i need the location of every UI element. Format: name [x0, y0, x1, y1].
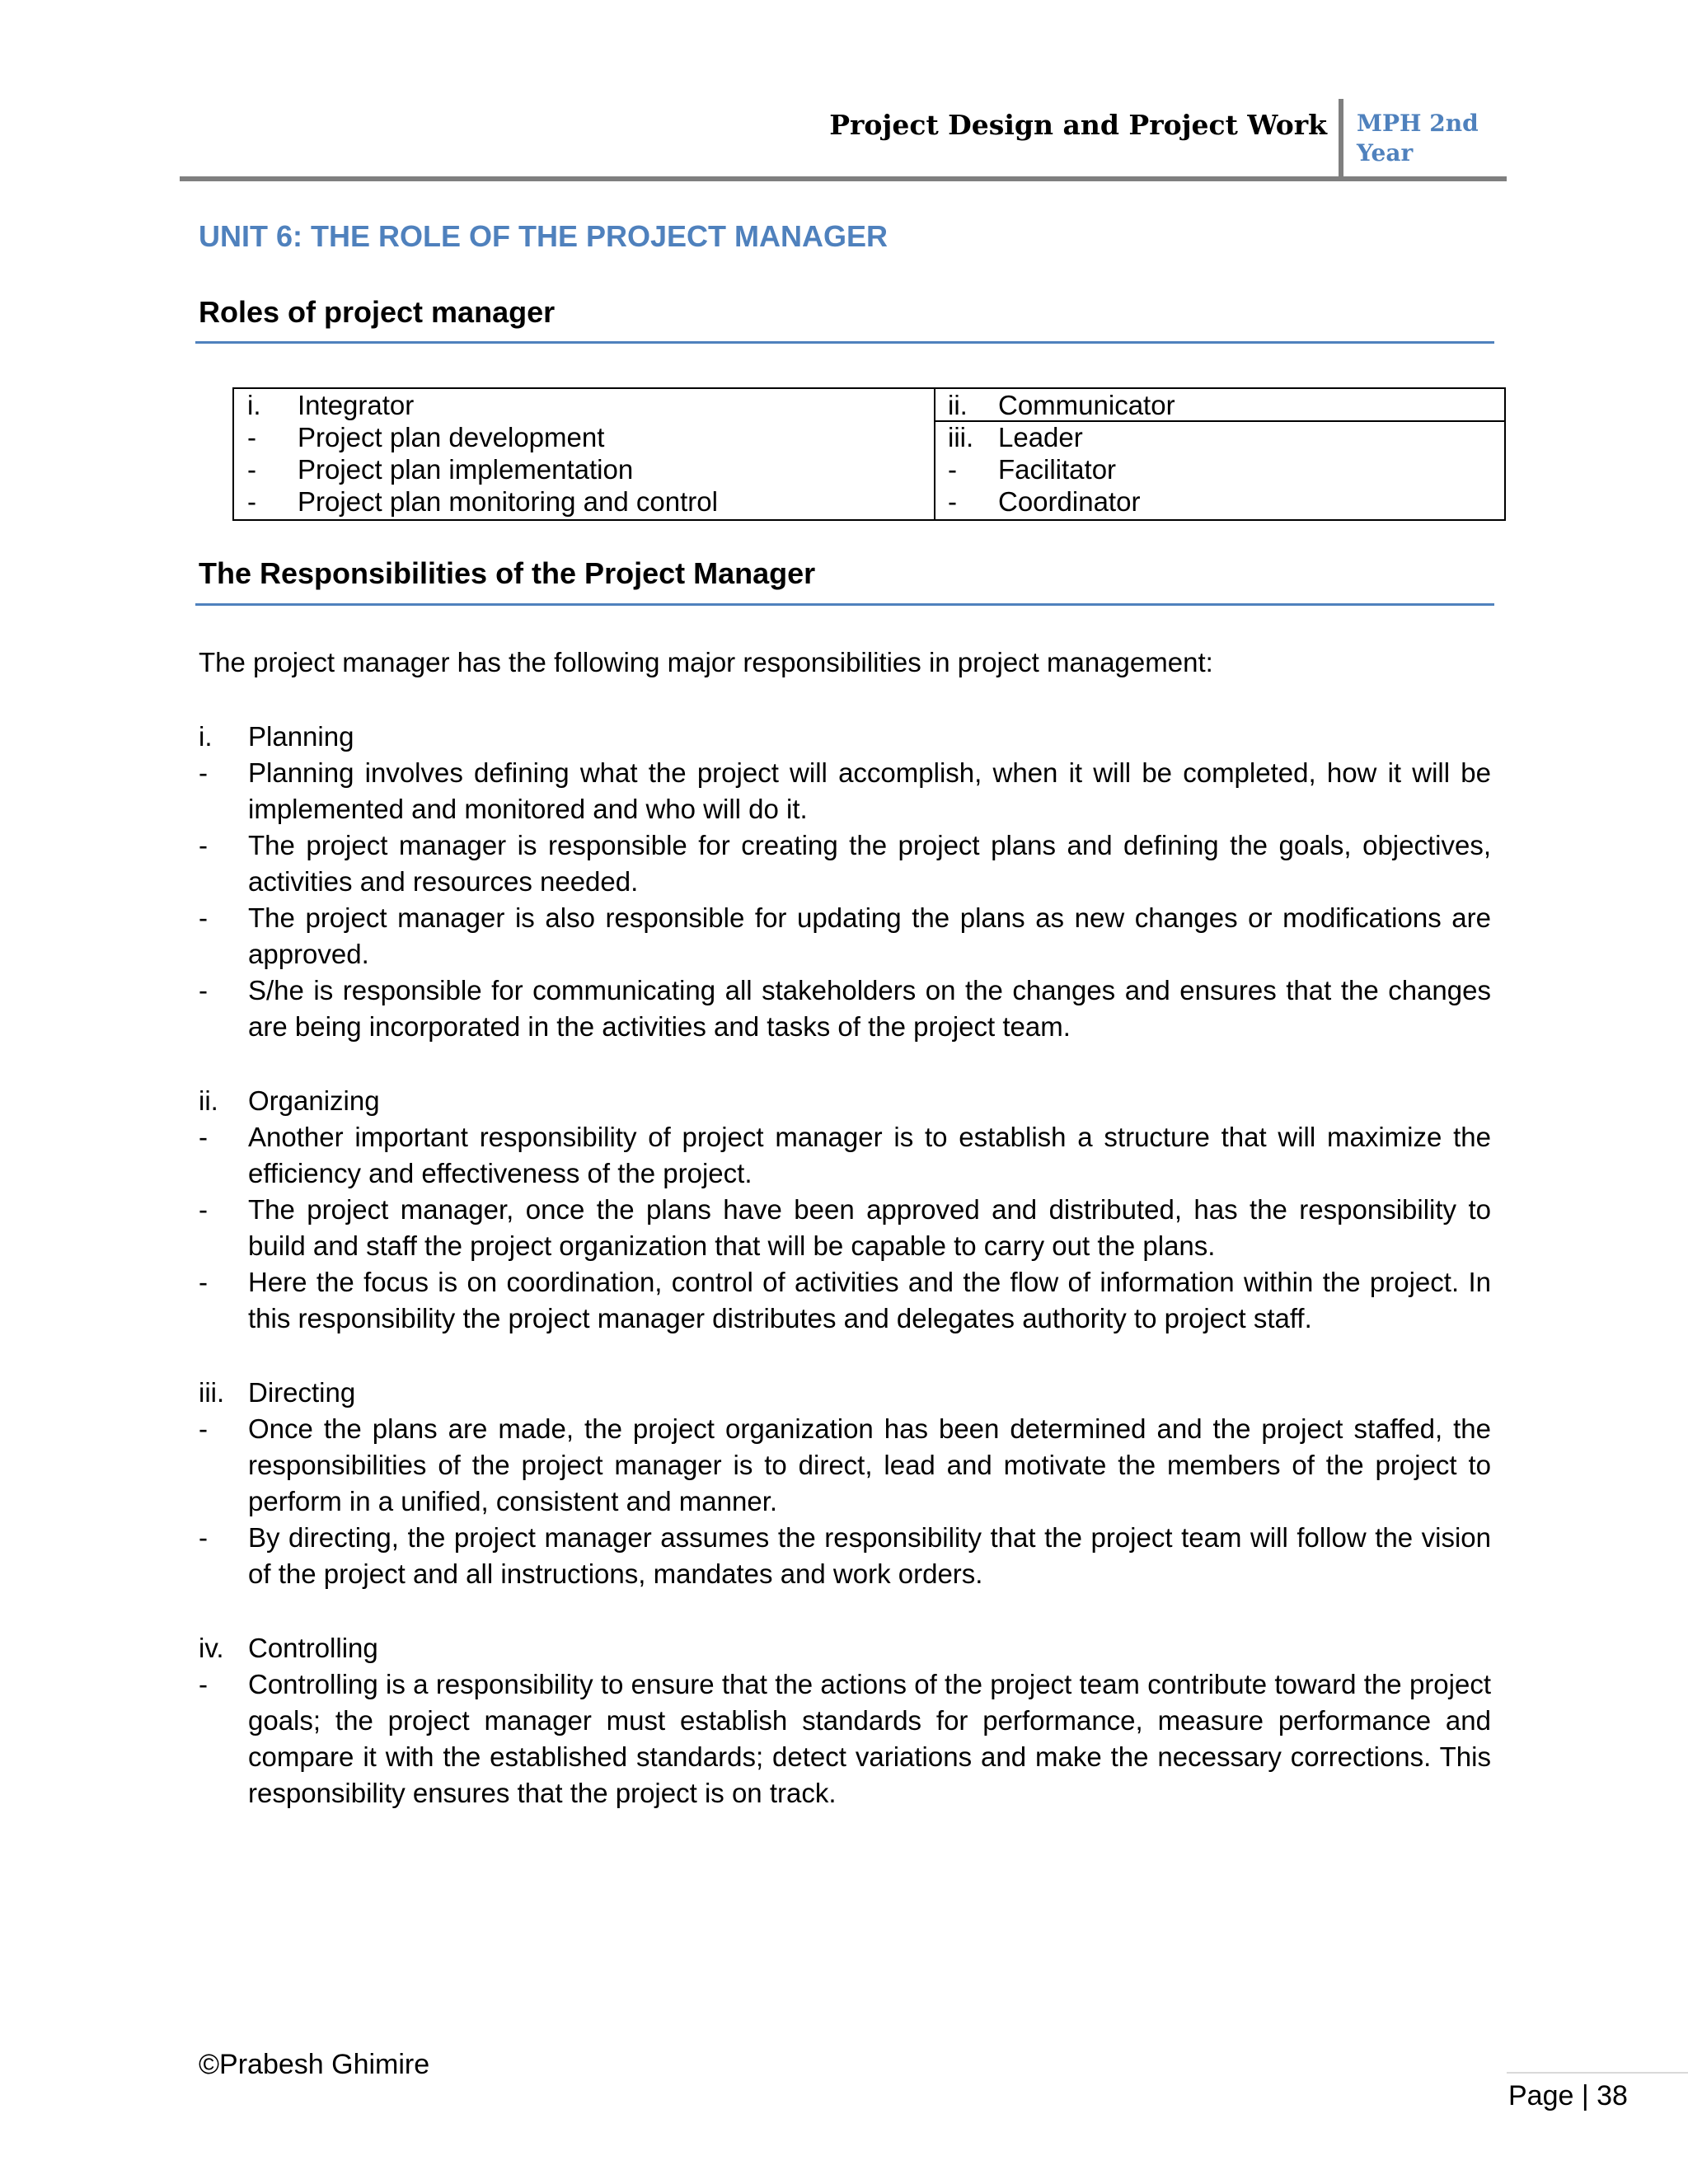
section-heading-organizing — [199, 1083, 1491, 1119]
bullet-text: Here the focus is on coordination, control of activities and the flow of information within the project. In this responsibility the project manager distributes and delegates authority to project staff. — [248, 1267, 1491, 1333]
section-heading-planning — [199, 719, 1491, 755]
footer-rule — [1507, 2072, 1688, 2074]
section-heading-controlling — [199, 1630, 1491, 1666]
bullet-text: The project manager is also responsible for updating the plans as new changes or modifications are approved. — [248, 902, 1491, 969]
header-title: Project Design and Project Work — [829, 109, 1327, 141]
bullet-marker: - — [199, 757, 208, 788]
header-rule — [180, 176, 1507, 181]
bullet-item — [199, 900, 1491, 972]
section-marker: iii. — [199, 1377, 225, 1408]
roles-right-text: Facilitator — [998, 454, 1117, 485]
bullet-marker: - — [199, 975, 208, 1005]
bullet-item — [199, 1411, 1491, 1520]
roles-left-text: Integrator — [298, 390, 415, 420]
bullet-text: S/he is responsible for communicating all stakeholders on the changes and ensures that the changes are being incorporated in the activities and tasks of the project team. — [248, 975, 1491, 1042]
roles-left-marker: i. — [247, 390, 261, 420]
roles-right-marker: iii. — [948, 422, 974, 452]
roles-table — [232, 387, 1506, 521]
responsibilities-heading: The Responsibilities of the Project Manager — [199, 556, 816, 590]
page-number: Page | 38 — [1508, 2080, 1628, 2111]
bullet-marker: - — [199, 902, 208, 933]
bullet-text: Another important responsibility of project manager is to establish a structure that will maximize the efficiency and effectiveness of the project. — [248, 1122, 1491, 1188]
bullet-marker: - — [199, 1122, 208, 1152]
section-title: Directing — [248, 1377, 356, 1408]
section-title: Organizing — [248, 1085, 380, 1116]
bullet-item — [199, 1119, 1491, 1192]
roles-right-marker: - — [948, 454, 957, 485]
roles-left-text: Project plan monitoring and control — [298, 486, 718, 517]
roles-left-text: Project plan implementation — [298, 454, 634, 485]
roles-right-marker: - — [948, 486, 957, 517]
bullet-text: By directing, the project manager assumes the responsibility that the project team will follow the vision of the project and all instructions, mandates and work orders. — [248, 1522, 1491, 1589]
bullet-item — [199, 1192, 1491, 1264]
roles-left-marker: - — [247, 486, 256, 517]
bullet-marker: - — [199, 1669, 208, 1699]
responsibilities-intro: The project manager has the following major responsibilities in project management: — [199, 647, 1213, 677]
bullet-text: Once the plans are made, the project organization has been determined and the project staffed, the responsibilities of the project manager is to direct, lead and motivate the members of the project to perform in a unified, consistent and manner. — [248, 1413, 1491, 1516]
bullet-item — [199, 755, 1491, 827]
bullet-marker: - — [199, 830, 208, 860]
header-divider — [1339, 99, 1343, 181]
section-marker: i. — [199, 721, 213, 752]
bullet-text: Controlling is a responsibility to ensure that the actions of the project team contribute toward the project goals; the project manager must establish standards for performance, measure performance and compare it with the established standards; detect variations and make the necessary corrections. This responsibility ensures that the project is on track. — [248, 1669, 1491, 1808]
bullet-text: The project manager is responsible for creating the project plans and defining the goals, objectives, activities and resources needed. — [248, 830, 1491, 897]
bullet-item — [199, 1264, 1491, 1337]
roles-right-marker: ii. — [948, 390, 968, 420]
roles-heading-rule — [195, 341, 1494, 344]
bullet-item — [199, 972, 1491, 1045]
roles-column-divider — [934, 389, 935, 519]
roles-left-text: Project plan development — [298, 422, 605, 452]
footer-copyright: ©Prabesh Ghimire — [199, 2049, 430, 2080]
roles-right-text: Communicator — [998, 390, 1175, 420]
section-title: Planning — [248, 721, 354, 752]
section-heading-directing — [199, 1375, 1491, 1411]
bullet-marker: - — [199, 1413, 208, 1444]
bullet-item — [199, 1520, 1491, 1592]
bullet-text: The project manager, once the plans have been approved and distributed, has the responsibility to build and staff the project organization that will be capable to carry out the plans. — [248, 1194, 1491, 1261]
page-header — [180, 96, 1507, 181]
responsibilities-heading-rule — [195, 603, 1494, 606]
roles-left-marker: - — [247, 422, 256, 452]
section-marker: iv. — [199, 1633, 224, 1663]
roles-right-text: Coordinator — [998, 486, 1141, 517]
roles-left-marker: - — [247, 454, 256, 485]
bullet-item — [199, 1666, 1491, 1811]
section-title: Controlling — [248, 1633, 378, 1663]
bullet-item — [199, 827, 1491, 900]
roles-heading: Roles of project manager — [199, 295, 556, 329]
bullet-marker: - — [199, 1267, 208, 1297]
header-badge: MPH 2nd Year — [1357, 110, 1479, 166]
unit-title: UNIT 6: THE ROLE OF THE PROJECT MANAGER — [199, 219, 889, 253]
roles-right-text: Leader — [998, 422, 1083, 452]
bullet-text: Planning involves defining what the project will accomplish, when it will be completed, how it will be implemented and monitored and who will do it. — [248, 757, 1491, 824]
bullet-marker: - — [199, 1522, 208, 1553]
section-marker: ii. — [199, 1085, 218, 1116]
bullet-marker: - — [199, 1194, 208, 1225]
